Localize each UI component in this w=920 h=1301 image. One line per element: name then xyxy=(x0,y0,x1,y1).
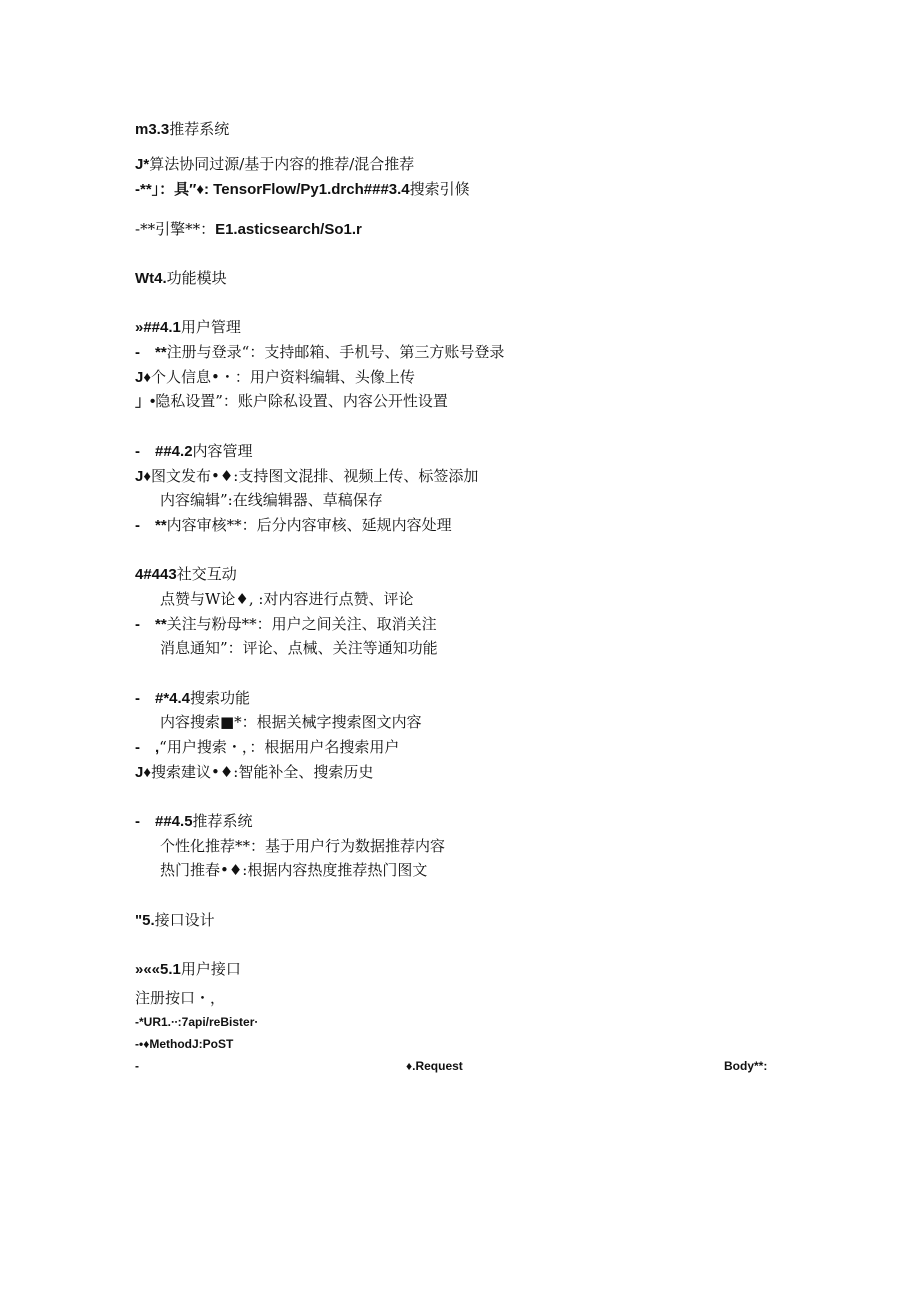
line-text: Body**: xyxy=(724,1059,768,1073)
line-text: 图文发布•♦:支持图文混排、视频上传、标签添加 xyxy=(151,467,479,485)
heading-prefix: Wt4. xyxy=(135,270,167,287)
line-text: E1.asticsearch/So1.r xyxy=(215,221,362,238)
heading-prefix: "5. xyxy=(135,912,155,929)
list-item xyxy=(160,836,445,856)
line-text: 点赞与W论♦, :对内容进行点赞、评论 xyxy=(160,590,414,608)
heading-text: 功能模块 xyxy=(166,269,227,287)
list-item xyxy=(135,367,415,388)
heading-text: 用户接口 xyxy=(180,960,241,978)
list-item xyxy=(135,466,478,487)
line-prefix: - ** xyxy=(135,344,167,361)
line-text: - xyxy=(135,1059,139,1073)
heading-prefix: »##4.1 xyxy=(135,319,181,336)
line-text: 隐私设置”：账户除私设置、内容公开性设置 xyxy=(155,392,448,410)
line-prefix: 」• xyxy=(135,393,156,410)
line-prefix: J♦ xyxy=(135,764,151,781)
tools-line xyxy=(135,179,470,200)
heading-text: 社交互动 xyxy=(176,565,237,583)
heading-4-3 xyxy=(135,564,237,585)
heading-text: 接口设计 xyxy=(154,911,215,929)
line-text: 消息通知”：评论、点械、关注等通知功能 xyxy=(160,639,438,657)
list-item xyxy=(135,342,504,363)
line-text: 内容搜索■*：根据关械字搜索图文内容 xyxy=(160,713,422,731)
url-line xyxy=(135,1012,258,1032)
line-prefix: - , xyxy=(135,739,160,756)
line-prefix: J♦ xyxy=(135,468,151,485)
heading-4-2 xyxy=(135,441,253,462)
register-interface-label xyxy=(135,988,225,1008)
heading-prefix: m3.3 xyxy=(135,121,170,138)
line-prefix: -**引擎**： xyxy=(135,220,216,238)
line-text: 内容编辑”:在线编辑器、草稿保存 xyxy=(160,491,383,509)
line-text: 热门推春•♦:根据内容热度推荐热门图文 xyxy=(160,861,428,879)
line-prefix: - ** xyxy=(135,517,167,534)
line-text: 个人信息•・：用户资料编辑、头像上传 xyxy=(151,368,415,386)
list-item xyxy=(135,737,399,758)
line-text: 关注与粉母**：用户之间关注、取消关注 xyxy=(166,615,437,633)
line-prefix: J♦ xyxy=(135,369,151,386)
heading-text: 用户管理 xyxy=(180,318,241,336)
line-text: 算法协同过源/基于内容的推荐/混合推荐 xyxy=(149,155,415,173)
list-item xyxy=(135,515,452,536)
heading-text: 推荐系统 xyxy=(169,120,230,138)
heading-prefix: - #*4.4 xyxy=(135,690,191,707)
line-text: 注册按口・， xyxy=(135,989,226,1007)
line-prefix: - ** xyxy=(135,616,167,633)
line-text: ♦.Request xyxy=(406,1059,463,1073)
list-item xyxy=(135,762,373,783)
heading-prefix: - ##4.5 xyxy=(135,813,193,830)
list-item xyxy=(160,589,413,609)
line-prefix: -**」：具″♦: TensorFlow/Py1.drch###3.4 xyxy=(135,181,410,198)
line-prefix: J* xyxy=(135,156,150,173)
line-text: -*UR1.∙∙:7api/reBister∙ xyxy=(135,1015,258,1029)
line-text: 搜索建议•♦:智能补全、搜索历史 xyxy=(151,763,374,781)
list-item xyxy=(160,860,427,880)
heading-text: 推荐系统 xyxy=(192,812,253,830)
line-text: 搜索引倏 xyxy=(409,180,470,198)
heading-prefix: - ##4.2 xyxy=(135,443,193,460)
method-line xyxy=(135,1034,233,1054)
heading-3-3 xyxy=(135,119,229,140)
request-label xyxy=(406,1056,463,1076)
heading-4-1 xyxy=(135,317,241,338)
line-text: “用户搜索・，：根据用户名搜索用户 xyxy=(159,738,400,756)
search-engine-line xyxy=(135,219,362,240)
heading-4 xyxy=(135,268,227,289)
list-item xyxy=(135,391,448,412)
heading-text: 内容管理 xyxy=(192,442,253,460)
list-item xyxy=(160,712,422,732)
heading-4-4 xyxy=(135,688,250,709)
line-text: 内容审核**：后分内容审核、延规内容处理 xyxy=(166,516,452,534)
heading-4-5 xyxy=(135,811,253,832)
heading-5 xyxy=(135,910,215,931)
algorithm-line xyxy=(135,154,414,175)
list-item xyxy=(135,614,437,635)
heading-prefix: 4#443 xyxy=(135,566,177,583)
list-item xyxy=(160,638,438,658)
line-text: -•♦MethodJ:PoST xyxy=(135,1037,234,1051)
heading-text: 搜索功能 xyxy=(190,689,251,707)
heading-5-1 xyxy=(135,959,241,980)
line-text: 注册与登录“：支持邮箱、手机号、第三方账号登录 xyxy=(166,343,505,361)
body-label xyxy=(724,1056,767,1076)
line-text: 个性化推荐**：基于用户行为数据推荐内容 xyxy=(160,837,446,855)
heading-prefix: »««5.1 xyxy=(135,961,181,978)
list-item xyxy=(160,490,383,510)
request-body-dash xyxy=(135,1056,139,1076)
